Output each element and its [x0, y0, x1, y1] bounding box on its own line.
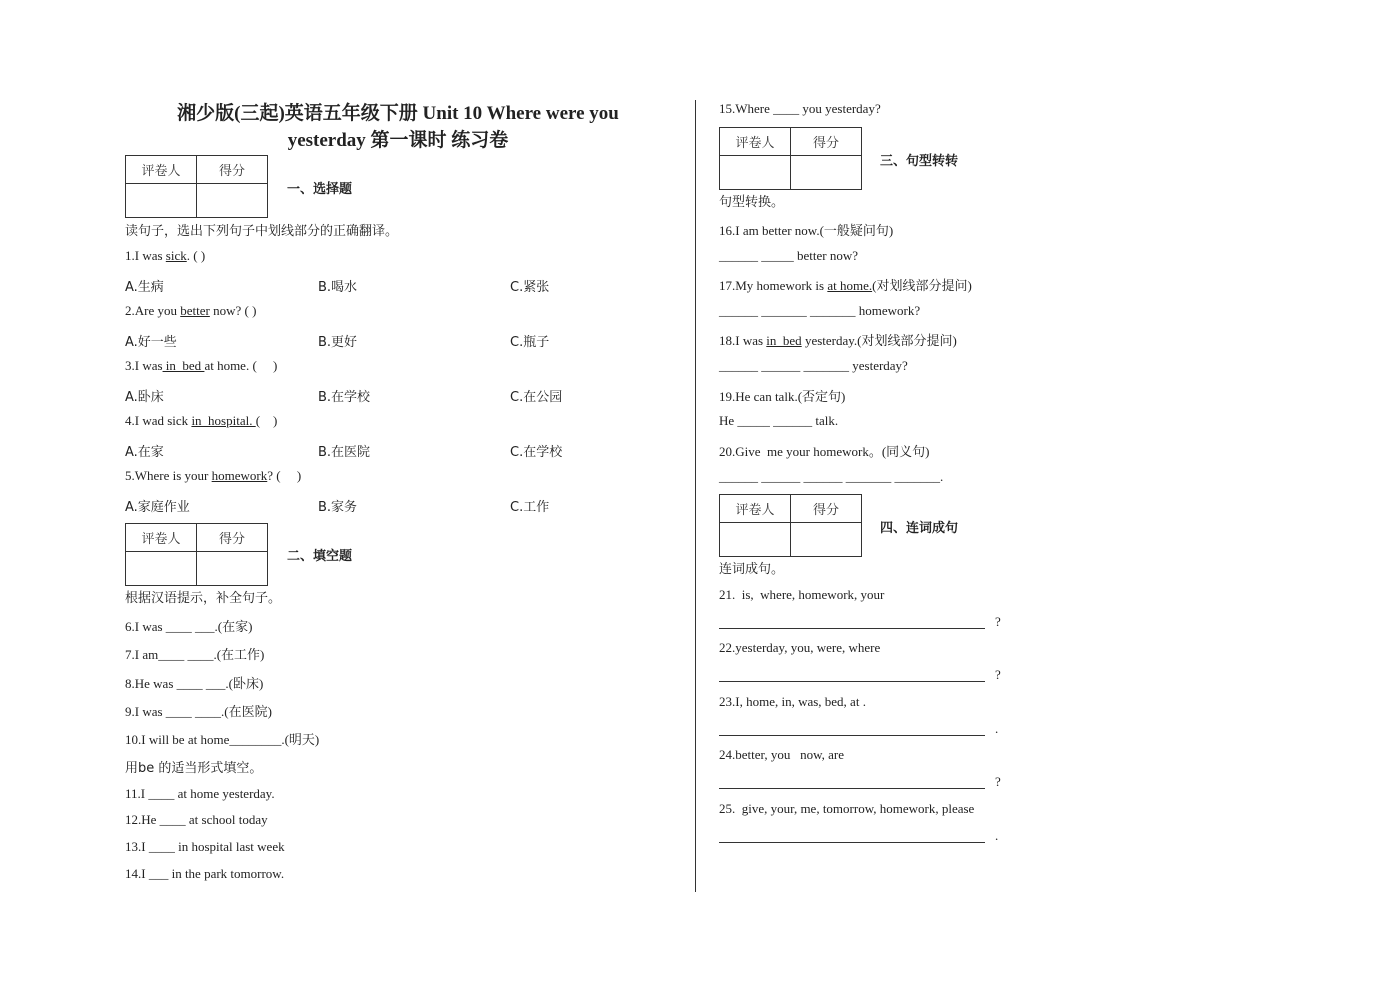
question-4: 4.I wad sick in hospital. ( ) [125, 413, 278, 428]
score-cell[interactable] [197, 184, 268, 218]
answer-line-21[interactable] [719, 628, 985, 629]
column-divider [695, 100, 696, 892]
answer-16[interactable]: ______ _____ better now? [719, 248, 859, 263]
grader-label: 评卷人 [126, 156, 197, 184]
q3-option-a[interactable]: A.卧床 [125, 390, 164, 405]
question-25: 25. give, your, me, tomorrow, homework, please [719, 801, 975, 816]
q4-option-c[interactable]: C.在学校 [510, 445, 563, 460]
q5-option-c[interactable]: C.工作 [510, 500, 550, 515]
grader-label: 评卷人 [720, 128, 791, 156]
section-4-heading: 四、连词成句 [880, 521, 959, 536]
question-13: 13.I ____ in hospital last week [125, 839, 285, 854]
score-label: 得分 [791, 495, 862, 523]
score-box-2 [125, 523, 268, 586]
question-7: 7.I am____ ____.(在工作) [125, 647, 265, 662]
q2-option-a[interactable]: A.好一些 [125, 335, 177, 350]
answer-19[interactable]: He _____ ______ talk. [719, 413, 839, 428]
q5-option-b[interactable]: B.家务 [318, 500, 358, 515]
question-9: 9.I was ____ ____.(在医院) [125, 704, 272, 719]
answer-line-25[interactable] [719, 842, 985, 843]
q2-option-b[interactable]: B.更好 [318, 335, 358, 350]
end-mark-21: ? [995, 614, 1001, 629]
section-2-instruction-2: 用be 的适当形式填空。 [125, 761, 263, 776]
q4-option-b[interactable]: B.在医院 [318, 445, 371, 460]
question-3: 3.I was in bed at home. ( ) [125, 358, 278, 373]
q5-option-a[interactable]: A.家庭作业 [125, 500, 190, 515]
q3-option-b[interactable]: B.在学校 [318, 390, 371, 405]
grader-label: 评卷人 [720, 495, 791, 523]
score-cell[interactable] [791, 523, 862, 557]
question-16: 16.I am better now.(一般疑问句) [719, 223, 894, 238]
section-4-instruction: 连词成句。 [719, 562, 785, 577]
question-18: 18.I was in bed yesterday.(对划线部分提问) [719, 333, 957, 348]
q1-option-b[interactable]: B.喝水 [318, 280, 358, 295]
answer-17[interactable]: ______ _______ _______ homework? [719, 303, 921, 318]
question-2: 2.Are you better now? ( ) [125, 303, 257, 318]
question-12: 12.He ____ at school today [125, 812, 268, 827]
score-box-4 [719, 494, 862, 557]
question-23: 23.I, home, in, was, bed, at . [719, 694, 866, 709]
question-5: 5.Where is your homework? ( ) [125, 468, 302, 483]
question-17: 17.My homework is at home.(对划线部分提问) [719, 278, 972, 293]
q1-option-c[interactable]: C.紧张 [510, 280, 550, 295]
score-box-3 [719, 127, 862, 190]
score-cell[interactable] [791, 156, 862, 190]
question-24: 24.better, you now, are [719, 747, 844, 762]
grader-cell[interactable] [720, 156, 791, 190]
q3-option-c[interactable]: C.在公园 [510, 390, 563, 405]
score-cell[interactable] [197, 552, 268, 586]
question-10: 10.I will be at home________.(明天) [125, 732, 320, 747]
section-2-heading: 二、填空题 [287, 549, 353, 564]
grader-cell[interactable] [126, 552, 197, 586]
answer-line-22[interactable] [719, 681, 985, 682]
question-14: 14.I ___ in the park tomorrow. [125, 866, 285, 881]
end-mark-25: . [995, 828, 999, 843]
question-19: 19.He can talk.(否定句) [719, 389, 846, 404]
section-3-heading: 三、句型转转 [880, 154, 959, 169]
title-line-2: yesterday 第一课时 练习卷 [287, 130, 509, 151]
end-mark-24: ? [995, 774, 1001, 789]
question-1: 1.I was sick. ( ) [125, 248, 206, 263]
grader-label: 评卷人 [126, 524, 197, 552]
answer-18[interactable]: ______ ______ _______ yesterday? [719, 358, 908, 373]
score-box-1 [125, 155, 268, 218]
answer-20[interactable]: ______ ______ ______ _______ _______. [719, 469, 944, 484]
question-6: 6.I was ____ ___.(在家) [125, 619, 253, 634]
end-mark-22: ? [995, 667, 1001, 682]
question-21: 21. is, where, homework, your [719, 587, 885, 602]
grader-cell[interactable] [126, 184, 197, 218]
question-8: 8.He was ____ ___.(卧床) [125, 676, 264, 691]
section-2-instruction: 根据汉语提示，补全句子。 [125, 591, 282, 606]
title-line-1: 湘少版(三起)英语五年级下册 Unit 10 Where were you [177, 103, 619, 124]
q2-option-c[interactable]: C.瓶子 [510, 335, 550, 350]
grader-cell[interactable] [720, 523, 791, 557]
section-3-instruction: 句型转换。 [719, 195, 785, 210]
question-22: 22.yesterday, you, were, where [719, 640, 881, 655]
answer-line-23[interactable] [719, 735, 985, 736]
question-11: 11.I ____ at home yesterday. [125, 786, 275, 801]
q1-option-a[interactable]: A.生病 [125, 280, 164, 295]
question-15: 15.Where ____ you yesterday? [719, 101, 881, 116]
page-title [138, 100, 658, 154]
section-1-heading: 一、选择题 [287, 182, 353, 197]
q4-option-a[interactable]: A.在家 [125, 445, 164, 460]
end-mark-23: . [995, 721, 999, 736]
score-label: 得分 [197, 524, 268, 552]
section-1-instruction: 读句子，选出下列句子中划线部分的正确翻译。 [125, 224, 399, 239]
score-label: 得分 [791, 128, 862, 156]
score-label: 得分 [197, 156, 268, 184]
question-20: 20.Give me your homework。(同义句) [719, 444, 930, 459]
answer-line-24[interactable] [719, 788, 985, 789]
